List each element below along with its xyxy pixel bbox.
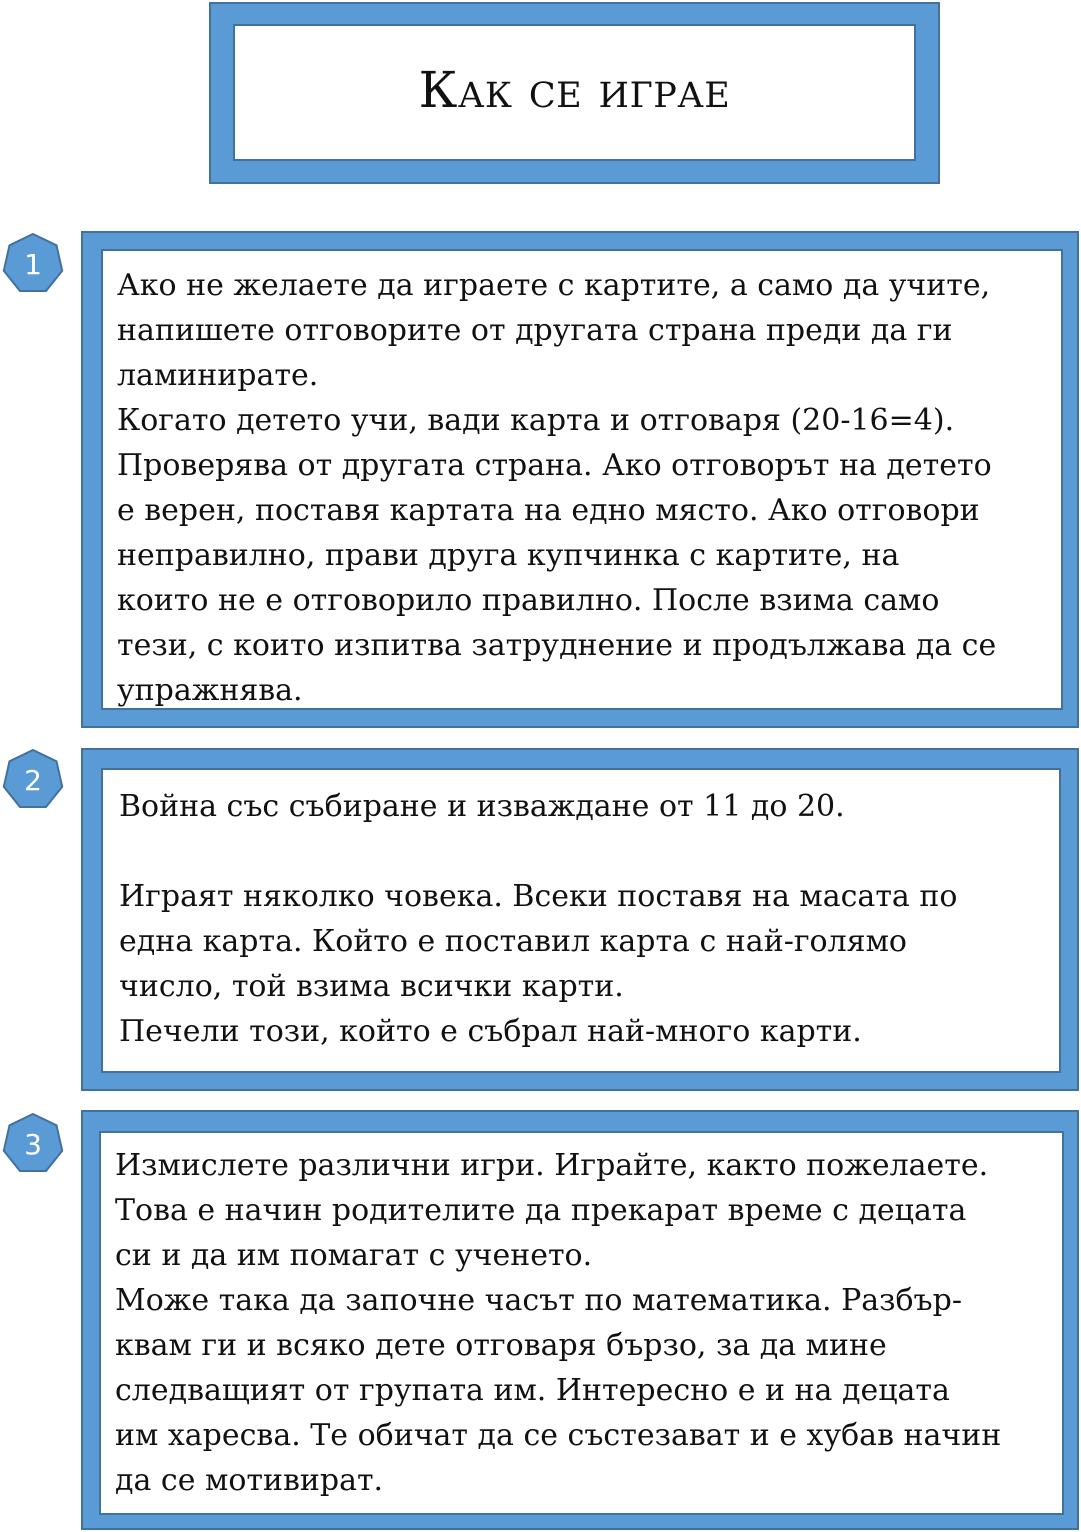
step-3-line: Може така да започне часът по математика. Разбър- — [115, 1283, 962, 1318]
step-1-number: 1 — [24, 247, 42, 281]
step-2-number: 2 — [24, 763, 42, 797]
step-1-line: Проверява от другата страна. Ако отговорът на детето — [117, 448, 992, 483]
title-frame — [209, 2, 940, 184]
step-2-spacer — [119, 829, 1047, 874]
step-1-frame — [81, 231, 1079, 728]
step-2-text-box — [101, 768, 1061, 1073]
step-3-line: Това е начин родителите да прекарат време с децата — [115, 1193, 967, 1228]
step-1-line: напишете отговорите от другата страна преди да ги — [117, 313, 953, 348]
step-1-line: Ако не желаете да играете с картите, а само да учите, — [117, 268, 991, 303]
step-3-frame — [81, 1110, 1079, 1530]
step-2-line: Играят няколко човека. Всеки поставя на масата по — [119, 879, 958, 914]
step-3-line: си и да им помагат с ученето. — [115, 1238, 593, 1273]
step-1-text-box — [101, 249, 1063, 710]
page-title: Как се играе — [418, 60, 731, 119]
step-2-frame — [81, 748, 1079, 1091]
step-2-line: Печели този, който е събрал най-много карти. — [119, 1014, 862, 1049]
step-1-badge — [1, 232, 65, 296]
step-1-line: ламинирате. — [117, 358, 319, 393]
step-3-line: квам ги и всяко дете отговаря бързо, за да мине — [115, 1328, 887, 1363]
step-3-line: следващият от групата им. Интересно е и на децата — [115, 1373, 950, 1408]
step-2-line: една карта. Който е поставил карта с най-голямо — [119, 924, 907, 959]
step-2-line: число, той взима всички карти. — [119, 969, 624, 1004]
step-1-line: които не е отговорило правилно. После взима само — [117, 583, 940, 618]
step-3-line: им харесва. Те обичат да се състезават и е хубав начин — [115, 1418, 1002, 1453]
step-3-line: Измислете различни игри. Играйте, както пожелаете. — [115, 1148, 989, 1183]
step-3-number: 3 — [24, 1127, 42, 1161]
step-1-line: Когато детето учи, вади карта и отговаря (20-16=4). — [117, 403, 955, 438]
step-2-heading: Война със събиране и изваждане от 11 до 20. — [119, 789, 845, 824]
title-box — [233, 24, 916, 161]
step-1-line: неправилно, прави друга купчинка с картите, на — [117, 538, 900, 573]
step-1-line: е верен, поставя картата на едно място. Ако отговори — [117, 493, 980, 528]
step-2-badge — [1, 748, 65, 812]
step-3-text-box — [99, 1131, 1064, 1515]
step-3-line: да се мотивират. — [115, 1463, 384, 1498]
step-1-line: упражнява. — [117, 673, 303, 708]
step-3-badge — [1, 1112, 65, 1176]
step-1-line: тези, с които изпитва затруднение и продължава да се — [117, 628, 997, 663]
